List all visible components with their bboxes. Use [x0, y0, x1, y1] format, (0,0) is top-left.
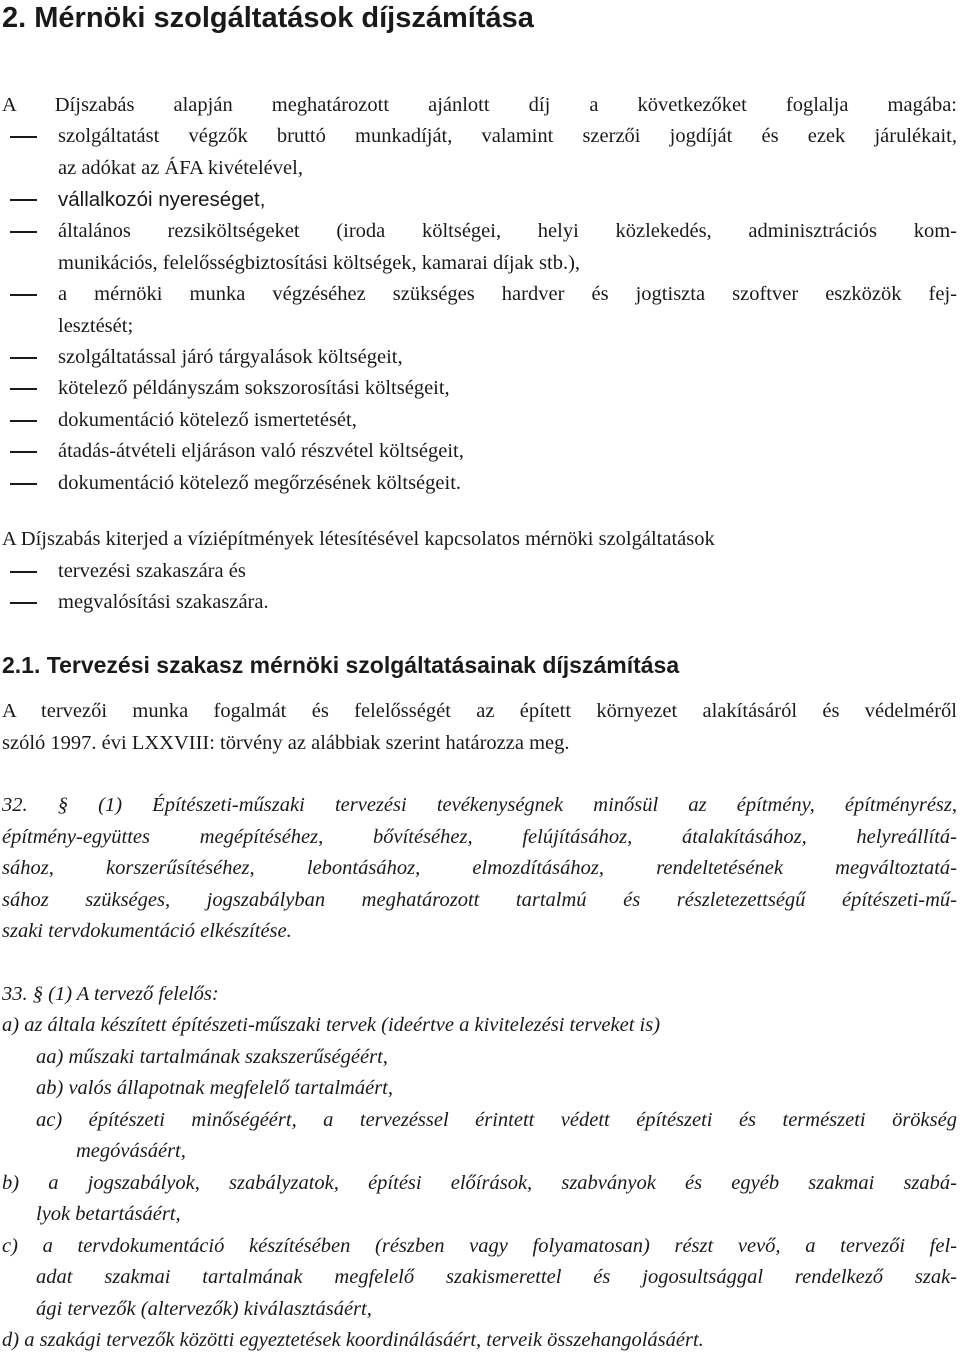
section-33-item-b: b) a jogszabályok, szabályzatok, építési előírások, szabványok és egyéb szakmai szabá- [2, 1172, 957, 1194]
dash-icon [10, 136, 37, 138]
list-item-line: vállalkozói nyereséget, [58, 188, 266, 211]
section-32-line: 32. § (1) Építészeti-műszaki tervezési tevékenységnek minősül az építmény, építményrész, [2, 794, 957, 816]
list-item [2, 279, 957, 342]
section-33-item-c: c) a tervdokumentáció készítésében (részben vagy folyamatosan) részt vevő, a tervezői fel- [2, 1235, 957, 1257]
list-item-line: kötelező példányszám sokszorosítási költségeit, [58, 377, 450, 399]
law-intro-line: A tervezői munka fogalmát és felelősségét az épített környezet alakításáról és védelméről [2, 700, 957, 722]
dash-icon [10, 357, 37, 359]
dash-icon [10, 483, 37, 485]
list-item [2, 587, 269, 619]
list-item [2, 436, 464, 468]
section-33-item-d: d) a szakági tervezők közötti egyeztetések koordinálásáért, terveik összehangolásáért. [2, 1329, 704, 1351]
list-item-line: munikációs, felelősségbiztosítási költségek, kamarai díjak stb.), [58, 251, 581, 274]
dash-icon [10, 602, 37, 604]
list-item-line: az adókat az ÁFA kivételével, [58, 156, 303, 179]
section-33-item-c: adat szakmai tartalmának megfelelő szakismerettel és jogosultsággal rendelkező szak- [36, 1266, 957, 1288]
list-item-line: tervezési szakaszára és [58, 560, 246, 582]
list-item-line: dokumentáció kötelező ismertetését, [58, 409, 357, 431]
list-item-line: szolgáltatást végzők bruttó munkadíját, valamint szerzői jogdíját és ezek járulékait, [58, 125, 957, 147]
dash-icon [10, 451, 37, 453]
list-item [2, 405, 357, 437]
section-32-line: sához, korszerűsítéséhez, lebontásához, elmozdításához, rendeltetésének megváltoztatá- [2, 857, 957, 879]
list-item [2, 184, 265, 216]
section-32-line: szaki tervdokumentáció elkészítése. [2, 920, 292, 942]
dash-icon [10, 420, 37, 422]
section-heading: 2. Mérnöki szolgáltatások díjszámítása [2, 2, 534, 34]
section-33-item-a: a) az általa készített építészeti-műszaki tervek (ideértve a kivitelezési terveket is) [2, 1014, 661, 1036]
section-33-item-c: ági tervezők (altervezők) kiválasztásáért, [36, 1298, 372, 1320]
section-33-title: 33. § (1) A tervező felelős: [2, 983, 219, 1005]
dash-icon [10, 294, 37, 296]
list-item-line: szolgáltatással járó tárgyalások költségeit, [58, 346, 403, 368]
dash-icon [10, 388, 37, 390]
list-item [2, 216, 957, 279]
list-item [2, 468, 461, 500]
list-item-line: átadás-átvételi eljáráson való részvétel költségeit, [58, 440, 464, 462]
dash-icon [10, 199, 37, 201]
list-item-line: lesztését; [58, 314, 134, 337]
section-32-line: sához szükséges, jogszabályban meghatározott tartalmú és részletezettségű építészeti-mű- [2, 889, 957, 911]
list-item [2, 342, 403, 374]
section-33-item-ab: ab) valós állapotnak megfelelő tartalmáért, [36, 1077, 393, 1099]
section-33-item-ac: ac) építészeti minőségéért, a tervezéssel érintett védett építészeti és természeti örökség [36, 1109, 957, 1131]
list-item [2, 121, 957, 184]
list-item-line: a mérnöki munka végzéséhez szükséges hardver és jogtiszta szoftver eszközök fej- [58, 283, 957, 305]
section-33-item-aa: aa) műszaki tartalmának szakszerűségéért, [36, 1046, 388, 1068]
dash-icon [10, 231, 37, 233]
dash-icon [10, 571, 37, 573]
list-item [2, 556, 246, 588]
list-item-line: általános rezsiköltségeket (iroda költségei, helyi közlekedés, adminisztrációs kom- [58, 220, 957, 242]
section-33-item-b: lyok betartásáért, [36, 1203, 181, 1225]
list-item-line: megvalósítási szakaszára. [58, 591, 269, 613]
section-33-item-ac: megóvásáért, [76, 1140, 186, 1162]
intro-paragraph: A Díjszabás alapján meghatározott ajánlott díj a következőket foglalja magába: [2, 94, 957, 116]
list-item-line: dokumentáció kötelező megőrzésének költségeit. [58, 472, 462, 494]
subsection-heading: 2.1. Tervezési szakasz mérnöki szolgáltatásainak díjszámítása [2, 652, 680, 678]
list-item [2, 373, 450, 405]
law-intro-line: szóló 1997. évi LXXVIII: törvény az alábbiak szerint határozza meg. [2, 732, 570, 754]
scope-paragraph: A Díjszabás kiterjed a víziépítmények létesítésével kapcsolatos mérnöki szolgáltatások [2, 528, 715, 550]
section-32-line: építmény-együttes megépítéséhez, bővítéséhez, felújításához, átalakításához, helyreállítá- [2, 826, 957, 848]
